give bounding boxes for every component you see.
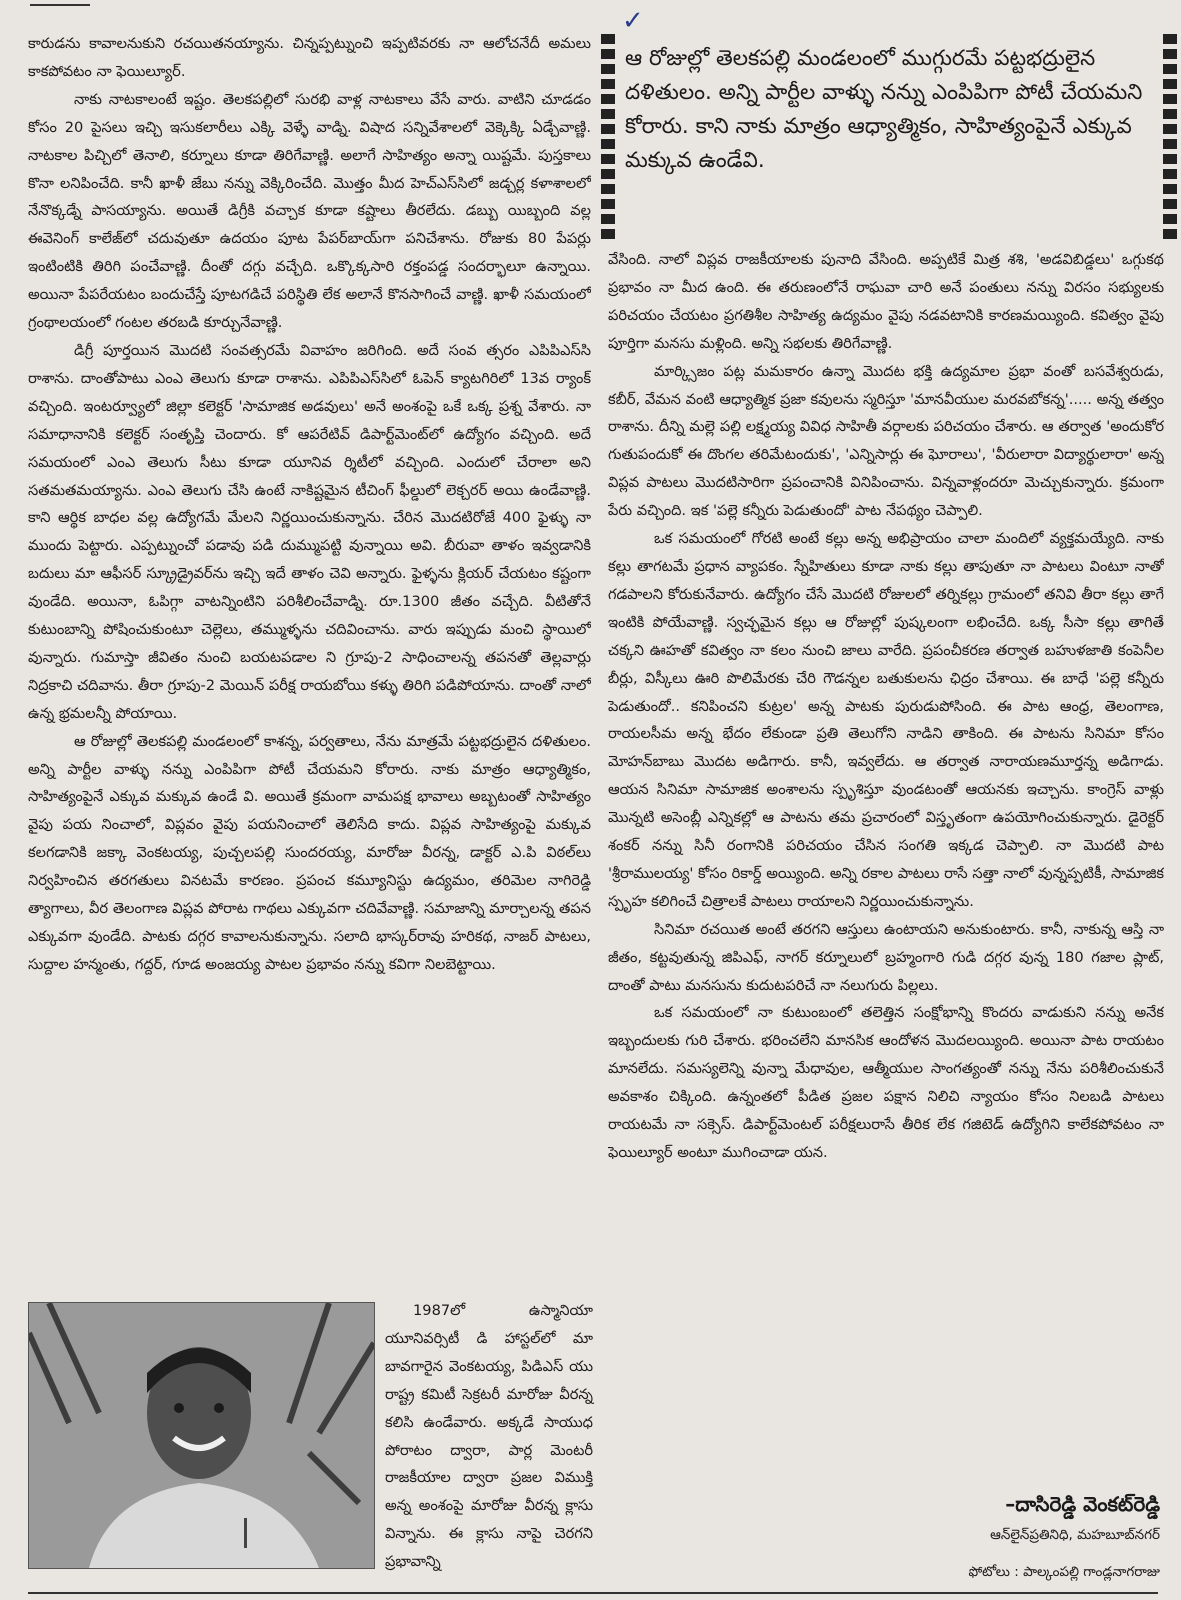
- paragraph: డిగ్రీ పూర్తయిన మొదటి సంవత్సరమే వివాహం జరిగింది. అదే సంవ త్సరం ఎపిపిఎస్‌సి రాశాను. దాంతోపాటు ఎంఎ తెలుగు కూడా రాశాను. ఎపిపిఎస్‌సిలో ఓపెన్ క్యాటగిరిలో 13వ ర్యాంక్ వచ్చింది. ఇంటర్వ్యూలో జిల్లా కలెక్టర్ 'సామాజిక అడవులు' అనే అంశంపై ఒకే ఒక్క ప్రశ్న వేశారు. నా సమాధానానికి కలెక్టర్ సంతృప్తి చెందారు. కో ఆపరేటివ్ డిపార్ట్‌మెంట్‌లో ఉద్యోగం వచ్చింది. అదే సమయంలో ఎంఎ తెలుగు సీటు కూడా యూనివ ర్శిటీలో వచ్చింది. ఎందులో చేరాలా అని సతమతమయ్యాను. ఎంఎ తెలుగు చేసి ఉంటే నాకిష్టమైన టీచింగ్ ఫీల్డులో లెక్చరర్ అయి ఉండేవాణ్ణి. కాని ఆర్థిక బాధల వల్ల ఉద్యోగమే మేలని నిర్ణయించుకున్నాను. చేరిన మొదటిరోజే 400 ఫైళ్ళు నా ముందు పెట్టారు. ఎప్పట్నుంచో పడావు పడి దుమ్ముపట్టి వున్నాయి అవి. బీరువా తాళం ఇవ్వడానికి బదులు మా ఆఫీసర్ స్క్రూడ్రైవర్‌ను ఇచ్చి ఇదే తాళం చెవి అన్నారు. ఫైళ్ళను క్లియర్ చేయటం కష్టంగా వుండేది. అయినా, ఓపిగ్గా వాటన్నింటిని పరిశీలించేవాడ్ని. రూ.1300 జీతం వచ్చేది. వీటితోనే కుటుంబాన్ని పోషించుకుంటూ చెల్లెలు, తమ్ముళ్ళను చదివించాను. వారు ఇప్పుడు మంచి స్థాయిలో వున్నారు. గుమాస్తా జీవితం నుంచి బయటపడాల ని గ్రూపు-2 సాధించాలన్న తపనతో తెల్లవార్లు నిద్రకాచి చదివాను. తీరా గ్రూపు-2 మెయిన్ పరీక్ష రాయబోయి కళ్ళు తిరిగి పడిపోయాను. దాంతో నాలో ఉన్న భ్రమలన్నీ పోయాయి.: [28, 341, 591, 722]
- paragraph: ఆ రోజుల్లో తెలకపల్లి మండలంలో కాశన్న, పర్వతాలు, నేను మాత్రమే పట్టభద్రులైన దళితులం. అన్ని పార్టీల వాళ్ళు నన్ను ఎంపిపిగా పోటీ చేయమని కోరారు. నాకు మాత్రం ఆధ్యాత్మికం, సాహిత్యంపైనే ఎక్కువ మక్కువ ఉండే వి. అయితే క్రమంగా వామపక్ష భావాలు అబ్బటంతో సాహిత్యం వైపు పయ నించాలో, విప్లవం వైపు పయనించాలో తెలిసేది కాదు. విప్లవ సాహిత్యంపై మక్కువ కలగడానికి జక్కా వెంకటయ్య, పుచ్చలపల్లి సుందరయ్య, మారోజు వీరన్న, డాక్టర్ ఎ.పి విఠల్‌లు నిర్వహించిన తరగతులు వినటమే కారణం. ప్రపంచ కమ్యూనిస్టు ఉద్యమం, తరిమెల నాగిరెడ్డి త్యాగాలు, వీర తెలంగాణ విప్లవ పోరాట గాథలు ఎక్కువగా చదివేవాణ్ణి. సమాజాన్ని మార్చాలన్న తపన ఎక్కువగా వుండేది. పాటకు దగ్గర కావాలనుకున్నాను. సలాది భాస్కర్‌రావు హరికథ, నాజర్ పాటలు, సుద్దాల హన్మంతు, గద్దర్, గూడ అంజయ్య పాటల ప్రభావం నన్ను కవిగా నిలబెట్టాయి.: [28, 732, 591, 973]
- portrait-illustration: [29, 1303, 374, 1568]
- photo-side-text: [385, 1297, 593, 1576]
- correspondent-credit: ఆన్‌లైన్‌ప్రతినిధి, మహబూబ్‌నగర్: [990, 1527, 1160, 1543]
- top-rule: [30, 4, 90, 14]
- paragraph: సినిమా రచయిత అంటే తరగని ఆస్తులు ఉంటాయని అనుకుంటారు. కానీ, నాకున్న ఆస్తి నా జీతం, కట్టవుతున్న జిపిఎఫ్, నాగర్ కర్నూలులో బ్రహ్మంగారి గుడి దగ్గర వున్న 180 గజాల ప్లాట్, దాంతో పాటు మనసును కుదుటపరిచే నా నలుగురు పిల్లలు.: [608, 920, 1164, 994]
- paragraph: ఒక సమయంలో గోరటి అంటే కల్లు అన్న అభిప్రాయం చాలా మందిలో వ్యక్తమయ్యేది. నాకు కల్లు తాగటమే ప్రధాన వ్యాపకం. స్నేహితులు కూడా నాకు కల్లు తాపుతూ నా పాటలు వింటూ నాతో గడపాలని కోరుకునేవారు. ఉద్యోగం చేసే మొదటి రోజులలో తర్నికల్లు గ్రామంలో తనివి తీరా కల్లు తాగే ఇంటికి పోయేవాణ్ణి. స్వచ్ఛమైన కల్లు ఆ రోజుల్లో పుష్కలంగా లభించేది. ఒక్క సీసా కల్లు తాగితే చక్కని ఊహతో కవిత్వం నా కలం నుంచి జాలు వారేది. ప్రపంచీకరణ తర్వాత బహుళజాతి కంపెనీల బీర్లు, విస్కీలు ఊరి పొలిమేరకు చేరి గౌడన్నల బతుకులను ఛిద్రం చేశాయి. ఈ బాధే 'పల్లె కన్నీరు పెడుతుందో.. కనిపించని కుట్రల' అన్న పాటకు పురుడుపోసింది. ఈ పాట ఆంధ్ర, తెలంగాణ, రాయలసీమ అన్న భేదం లేకుండా ప్రతి తెలుగోని నాడిని తాకింది. ఈ పాటను సినిమా కోసం మోహన్‌బాబు మొదట అడిగారు. కానీ, ఇవ్వలేదు. ఆ తర్వాత నారాయణమూర్తన్న అడిగాడు. ఆయన సినిమా సామాజిక అంశాలను స్పృశిస్తూ వుండటంతో ఆయనకు ఇచ్చాను. కాంగ్రెస్ వాళ్లు మొన్నటి అసెంబ్లీ ఎన్నికల్లో ఆ పాటను తమ ప్రచారంలో విస్తృతంగా ఉపయోగించుకున్నారు. డైరెక్టర్ శంకర్ నన్ను సినీ రంగానికి పరిచయం చేసిన సంగతి ఇక్కడ చెప్పాలి. నా మొదటి పాట 'శ్రీరాములయ్య' కోసం రికార్డ్ అయ్యింది. అన్ని రకాల పాటలు రాసే సత్తా నాలో వున్నప్పటికీ, సామాజిక స్పృహ కలిగించే చిత్రాలకే పాటలు రాయాలని నిర్ణయించుకున్నాను.: [608, 530, 1164, 910]
- film-strip-border-left: [601, 34, 615, 239]
- paragraph: కారుడను కావాలనుకుని రచయితనయ్యాను. చిన్నప్పట్నుంచి ఇప్పటివరకు నా ఆలోచనేదీ అమలు కాకపోవటం నా ఫెయిల్యూర్.: [28, 35, 591, 80]
- paragraph: మార్క్సిజం పట్ల మమకారం ఉన్నా మొదట భక్తి ఉద్యమాల ప్రభా వంతో బసవేశ్వరుడు, కబీర్, వేమన వంటి ఆధ్యాత్మిక ప్రజా కవులను స్మరిస్తూ 'మానవీయుల మరవబోకన్న'..... అన్న తత్వం రాశాను. దీన్ని మల్లె పల్లి లక్ష్మయ్య వివిధ సాహితీ వర్గాలకు పరిచయం చేశారు. ఆ తర్వాత 'అందుకోర గుతుపందుకో ఈ దొంగల తరిమేటందుకు', 'ఎన్నిసార్లు ఈ ఘోరాలు', 'వీరులారా విద్యార్థులారా' అన్న విప్లవ పాటలు మొదటిసారిగా ప్రపంచానికి వినిపించాను. విన్నవాళ్లందరూ మెచ్చుకున్నారు. క్రమంగా పేరు వచ్చింది. ఇక 'పల్లె కన్నీరు పెడుతుందో' పాట నేపథ్యం చెప్పాలి.: [608, 362, 1164, 520]
- author-byline: –దాసిరెడ్డి వెంకట్‌రెడ్డి: [1005, 1492, 1160, 1516]
- bottom-rule: [28, 1592, 1158, 1594]
- portrait-photo: [28, 1302, 375, 1569]
- paragraph: ఒక సమయంలో నా కుటుంబంలో తలెత్తిన సంక్షోభాన్ని కొందరు వాడుకుని నన్ను అనేక ఇబ్బందులకు గురి చేశారు. భరించలేని మానసిక ఆందోళన మొదలయ్యింది. అయినా పాట రాయటం మానలేదు. సమస్యలెన్ని వున్నా మేధావుల, ఆత్మీయుల సాంగత్యంతో నన్ను నేను పరిశీలించుకునే అవకాశం చిక్కింది. ఉన్నంతలో పీడిత ప్రజల పక్షాన నిలిచి న్యాయం కోసం నిలబడి పాటలు రాయటమే నా సక్సెస్. డిపార్ట్‌మెంటల్ పరీక్షలురాసే తీరిక లేక గజిటెడ్ ఉద్యోగిని కాలేకపోవటం నా ఫెయిల్యూర్ అంటూ ముగించాడా యన.: [608, 1004, 1164, 1161]
- pull-quote-box: [601, 34, 1177, 239]
- photo-credit: ఫోటోలు : పాల్కంపల్లి గాండ్లనాగరాజు: [968, 1564, 1160, 1580]
- left-column: [28, 30, 591, 1268]
- pull-quote-text: ఆ రోజుల్లో తెలకపల్లి మండలంలో ముగ్గురమే పట్టభద్రులైన దళితులం. అన్ని పార్టీల వాళ్ళు నన్ను ఎంపిపిగా పోటీ చేయమని కోరారు. కాని నాకు మాత్రం ఆధ్యాత్మికం, సాహిత్యంపైనే ఎక్కువ మక్కువ ఉండేవి.: [625, 46, 1143, 173]
- film-strip-border-right: [1163, 34, 1177, 239]
- paragraph: 1987లో ఉస్మానియా యూనివర్సిటీ డి హాస్టల్‌లో మా బావగారైన వెంకటయ్య, పిడిఎస్ యు రాష్ట్ర కమిటీ సెక్రటరీ మారోజు వీరన్న కలిసి ఉండేవారు. అక్కడే సాయుధ పోరాటం ద్వారా, పార్ల మెంటరీ రాజకీయాల ద్వారా ప్రజల విముక్తి అన్న అంశంపై మారోజు వీరన్న క్లాసు విన్నాను. ఈ క్లాసు నాపై చెరగని ప్రభావాన్ని: [385, 1302, 593, 1571]
- paragraph: వేసింది. నాలో విప్లవ రాజకీయాలకు పునాది వేసింది. అప్పటికే మిత్ర శశి, 'అడవిబిడ్డలు' ఒగ్గుకథ ప్రభావం నా మీద ఉంది. ఈ తరుణంలోనే రాఘవా చారి అనే పంతులు నన్ను విరసం సభ్యులకు పరిచయం చేయటం ప్రగతిశీల సాహిత్య ఉద్యమం వైపు నడవటానికి కారణమయ్యింది. కవిత్వం వైపు పూర్తిగా మనసు మళ్లింది. అన్ని సభలకు తిరిగేవాణ్ణి.: [608, 251, 1164, 352]
- paragraph: నాకు నాటకాలంటే ఇష్టం. తెలకపల్లిలో సురభి వాళ్ల నాటకాలు వేసే వారు. వాటిని చూడడం కోసం 20 పైసలు ఇచ్చి ఇసుకలారీలు ఎక్కి వెళ్ళే వాడ్ని. విషాద సన్నివేశాలలో వెక్కెక్కి ఏడ్చేవాణ్ణి. నాటకాల పిచ్చిలో తెనాలి, కర్నూలు కూడా తిరిగేవాణ్ణి. అలాగే సాహిత్యం అన్నా యిష్టమే. పుస్తకాలు కొనా లనిపించేది. కానీ ఖాళీ జేబు నన్ను వెక్కిరించేది. మొత్తం మీద హెచ్‌ఎస్‌సిలో జడ్చర్ల కళాశాలలో నేనొక్కడ్నే పాసయ్యాను. అయితే డిగ్రీకి వచ్చాక కూడా కష్టాలు తీరలేదు. డబ్బు యిబ్బంది వల్ల ఈవెనింగ్ కాలేజ్‌లో చదువుతూ ఉదయం పూట పేపర్‌బాయ్‌గా పనిచేశాను. రోజుకు 80 పేపర్లు ఇంటింటికి తిరిగి పంచేవాణ్ణి. దీంతో దగ్గు వచ్చేది. ఒక్కొక్కసారి రక్తంపడ్డ సందర్భాలూ ఉన్నాయి. అయినా పేపరేయటం బందుచేస్తే పూటగడిచే పరిస్థితి లేక అలానే కొనసాగించే వాణ్ణి. ఖాళీ సమయంలో గ్రంథాలయంలో గంటల తరబడి కూర్చునేవాణ్ణి.: [28, 90, 591, 332]
- right-column: [608, 246, 1164, 1484]
- checkmark: ✓: [622, 6, 644, 36]
